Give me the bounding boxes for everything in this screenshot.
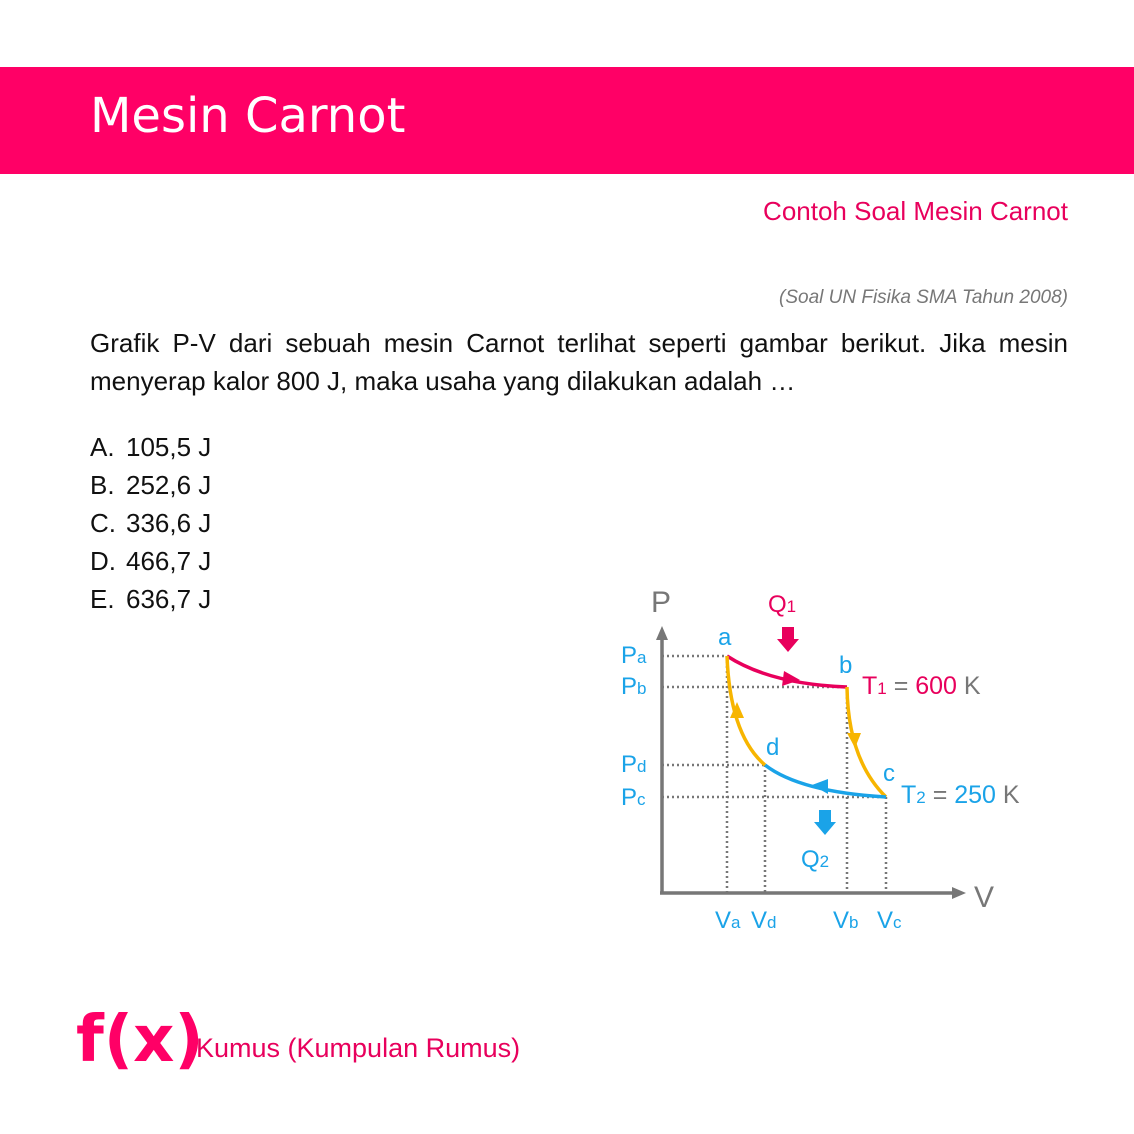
q1-arrow-icon (777, 627, 799, 652)
point-a-label: a (718, 624, 732, 651)
subtitle: Contoh Soal Mesin Carnot (763, 196, 1068, 226)
option-text: 252,6 J (126, 470, 212, 500)
vd-label: Vd (751, 907, 777, 934)
option-text: 466,7 J (126, 546, 212, 576)
fx-logo: f(x) (76, 1003, 204, 1077)
option-letter: A. (90, 432, 115, 462)
carnot-pv-diagram (600, 575, 1060, 945)
option-text: 636,7 J (126, 584, 212, 614)
option-d[interactable] (90, 542, 211, 580)
pb-label: Pb (621, 673, 647, 700)
point-d-label: d (766, 734, 780, 761)
vc-label: Vc (877, 907, 902, 934)
option-c[interactable] (90, 504, 211, 542)
answer-options (90, 428, 211, 618)
footer-brand-text: Kumus (Kumpulan Rumus) (196, 1033, 521, 1063)
va-label: Va (715, 907, 741, 934)
arrow-ab-icon (782, 671, 800, 686)
vb-label: Vb (833, 907, 859, 934)
q1-label: Q1 (768, 591, 797, 618)
option-letter: B. (90, 470, 115, 500)
option-text: 336,6 J (126, 508, 212, 538)
q2-label: Q2 (801, 846, 830, 873)
v-axis-label: V (974, 881, 995, 914)
page-title: Mesin Carnot (90, 88, 406, 144)
option-text: 105,5 J (126, 432, 212, 462)
option-b[interactable] (90, 466, 211, 504)
arrow-bc-icon (847, 733, 861, 748)
p-axis-label: P (651, 586, 672, 619)
pd-label: Pd (621, 751, 647, 778)
option-letter: C. (90, 508, 116, 538)
guide-lines (662, 656, 886, 893)
p-axis-arrow-icon (656, 626, 668, 640)
v-axis-arrow-icon (952, 887, 966, 899)
q2-arrow-icon (814, 810, 836, 835)
t1-label: T1 = 600 K (862, 672, 981, 700)
option-letter: E. (90, 584, 115, 614)
option-a[interactable] (90, 428, 211, 466)
source-note: (Soal UN Fisika SMA Tahun 2008) (779, 287, 1068, 308)
question-text: Grafik P-V dari sebuah mesin Carnot terlihat seperti gambar berikut. Jika mesin menyerap kalor 800 J, maka usaha yang dilakukan adalah … (90, 328, 1068, 396)
point-c-label: c (883, 760, 895, 787)
option-letter: D. (90, 546, 116, 576)
point-b-label: b (839, 652, 853, 679)
pc-label: Pc (621, 784, 646, 811)
pa-label: Pa (621, 642, 647, 669)
option-e[interactable] (90, 580, 211, 618)
t2-label: T2 = 250 K (901, 781, 1020, 809)
